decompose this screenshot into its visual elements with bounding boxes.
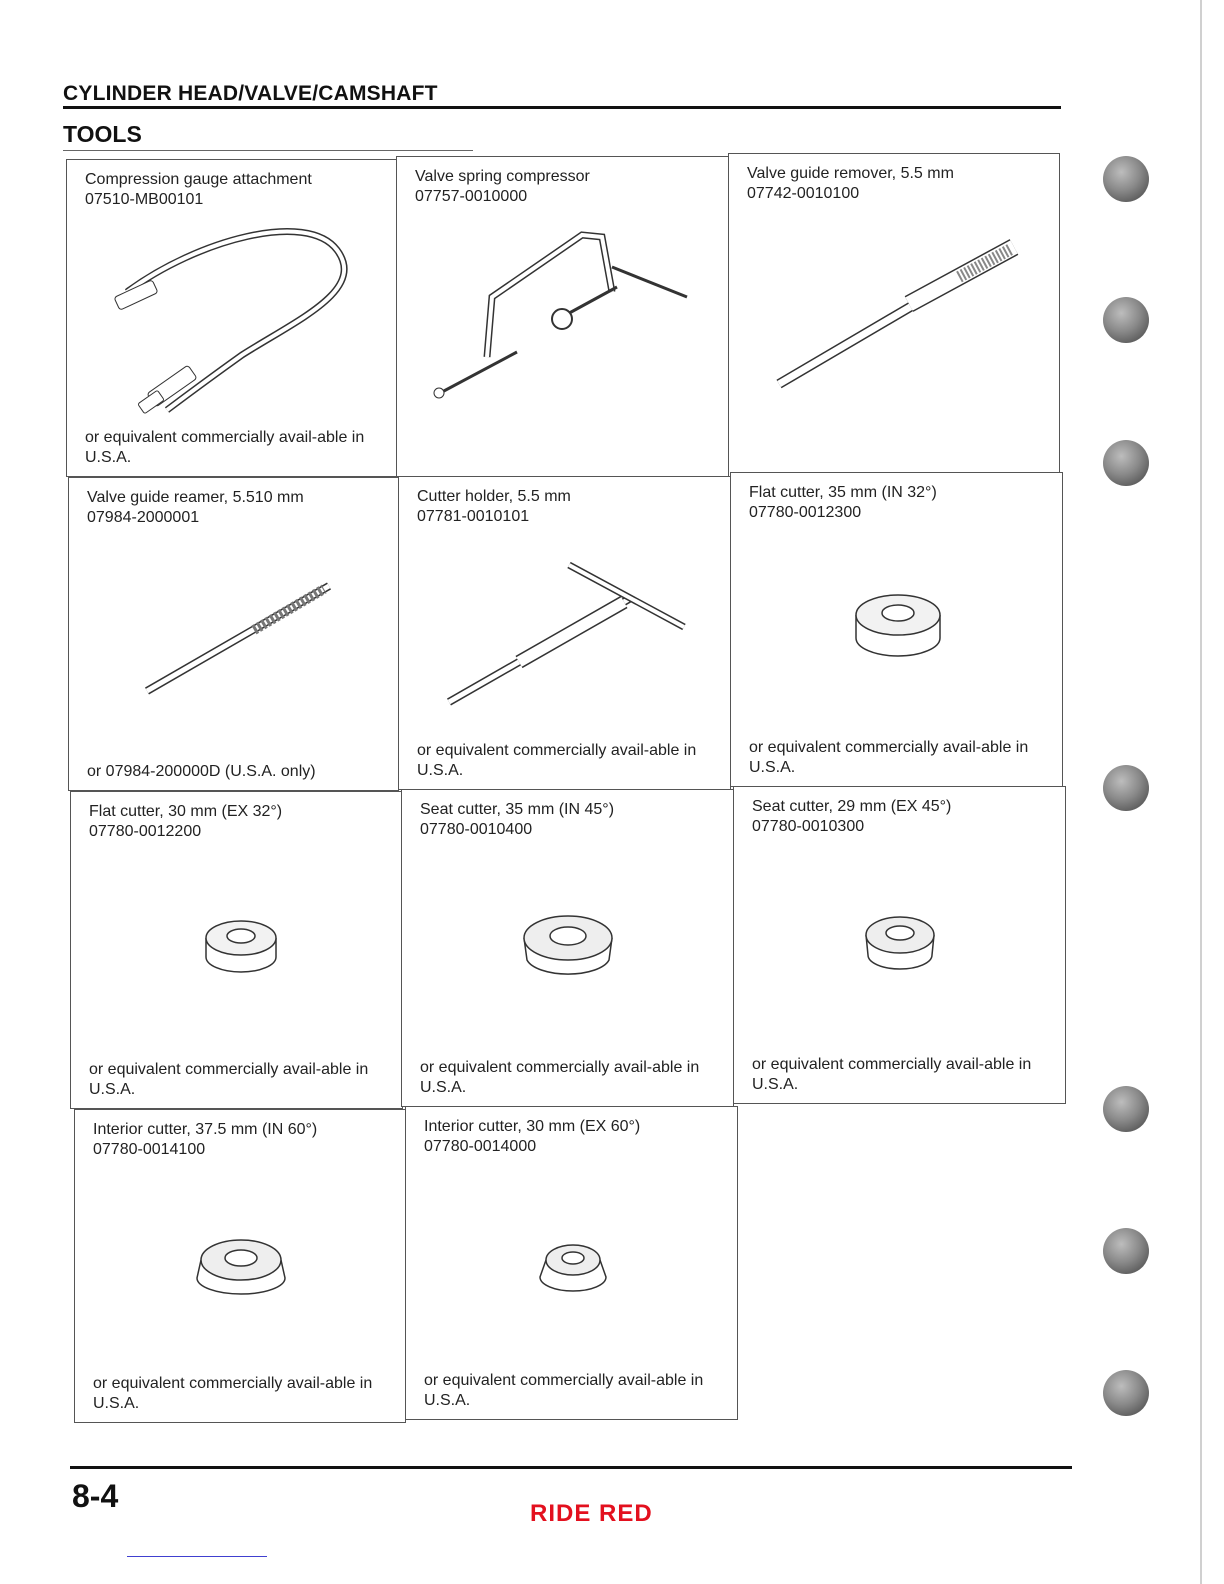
tool-part-number: 07780-0010400	[420, 821, 533, 838]
tool-part-number: 07984-2000001	[87, 509, 200, 526]
tool-part-number: 07742-0010100	[747, 185, 860, 202]
section-rule	[63, 150, 473, 151]
tool-note: or equivalent commercially avail-able in U.S.A.	[420, 1059, 700, 1096]
tool-cell-interior-cutter-30	[405, 1106, 738, 1420]
section-index-tab[interactable]	[1103, 1086, 1149, 1132]
tool-cell-compression-gauge-attachment	[66, 159, 397, 477]
tool-name: Valve spring compressor	[415, 168, 590, 185]
valve-guide-reamer-illustration	[69, 478, 400, 792]
tool-cell-valve-guide-reamer	[68, 477, 399, 791]
tool-part-number: 07510-MB00101	[85, 191, 204, 208]
tool-note: or equivalent commercially avail-able in U.S.A.	[749, 739, 1029, 776]
tool-cell-seat-cutter-35	[401, 789, 734, 1107]
section-index-tab[interactable]	[1103, 297, 1149, 343]
chapter-title: CYLINDER HEAD/VALVE/CAMSHAFT	[63, 82, 438, 105]
tool-part-number: 07780-0014100	[93, 1141, 206, 1158]
tool-part-number: 07780-0012300	[749, 504, 862, 521]
page-edge	[1200, 0, 1202, 1584]
tool-note: or equivalent commercially avail-able in U.S.A.	[85, 429, 365, 466]
tool-name: Valve guide remover, 5.5 mm	[747, 165, 954, 182]
tool-note: or equivalent commercially avail-able in U.S.A.	[89, 1061, 369, 1098]
tool-part-number: 07780-0010300	[752, 818, 865, 835]
tool-note: or 07984-200000D (U.S.A. only)	[87, 763, 316, 780]
tool-cell-seat-cutter-29	[733, 786, 1066, 1104]
valve-spring-compressor-illustration	[397, 157, 730, 478]
tool-name: Seat cutter, 35 mm (IN 45°)	[420, 801, 615, 818]
tool-cell-valve-spring-compressor	[396, 156, 729, 477]
tool-note: or equivalent commercially avail-able in U.S.A.	[752, 1056, 1032, 1093]
tool-note: or equivalent commercially avail-able in U.S.A.	[424, 1372, 704, 1409]
section-title: TOOLS	[63, 121, 142, 147]
tool-cell-interior-cutter-37-5	[74, 1109, 406, 1423]
tool-note: or equivalent commercially avail-able in U.S.A.	[417, 742, 697, 779]
header-rule	[63, 106, 1061, 109]
tool-name: Interior cutter, 37.5 mm (IN 60°)	[93, 1121, 318, 1138]
tool-name: Cutter holder, 5.5 mm	[417, 488, 571, 505]
tool-part-number: 07780-0014000	[424, 1138, 537, 1155]
tool-part-number: 07781-0010101	[417, 508, 530, 525]
section-index-tab[interactable]	[1103, 1370, 1149, 1416]
brand-logo: RIDE RED	[530, 1500, 653, 1527]
tool-part-number: 07780-0012200	[89, 823, 202, 840]
tool-cell-flat-cutter-30	[70, 791, 403, 1109]
tool-name: Interior cutter, 30 mm (EX 60°)	[424, 1118, 641, 1135]
tool-note: or equivalent commercially avail-able in U.S.A.	[93, 1375, 373, 1412]
tool-name: Seat cutter, 29 mm (EX 45°)	[752, 798, 952, 815]
tool-cell-cutter-holder	[398, 476, 731, 790]
tool-name: Compression gauge attachment	[85, 171, 312, 188]
tool-part-number: 07757-0010000	[415, 188, 528, 205]
bottom-link-underline	[127, 1556, 267, 1557]
tool-name: Flat cutter, 30 mm (EX 32°)	[89, 803, 283, 820]
section-index-tab[interactable]	[1103, 1228, 1149, 1274]
page-number: 8-4	[72, 1478, 119, 1514]
tool-name: Flat cutter, 35 mm (IN 32°)	[749, 484, 937, 501]
section-index-tab[interactable]	[1103, 156, 1149, 202]
tool-name: Valve guide reamer, 5.510 mm	[87, 489, 304, 506]
tool-cell-valve-guide-remover	[728, 153, 1060, 477]
section-index-tab[interactable]	[1103, 440, 1149, 486]
section-index-tab[interactable]	[1103, 765, 1149, 811]
tool-cell-flat-cutter-35	[730, 472, 1063, 787]
footer-rule	[70, 1466, 1072, 1469]
valve-guide-remover-illustration	[729, 154, 1061, 478]
